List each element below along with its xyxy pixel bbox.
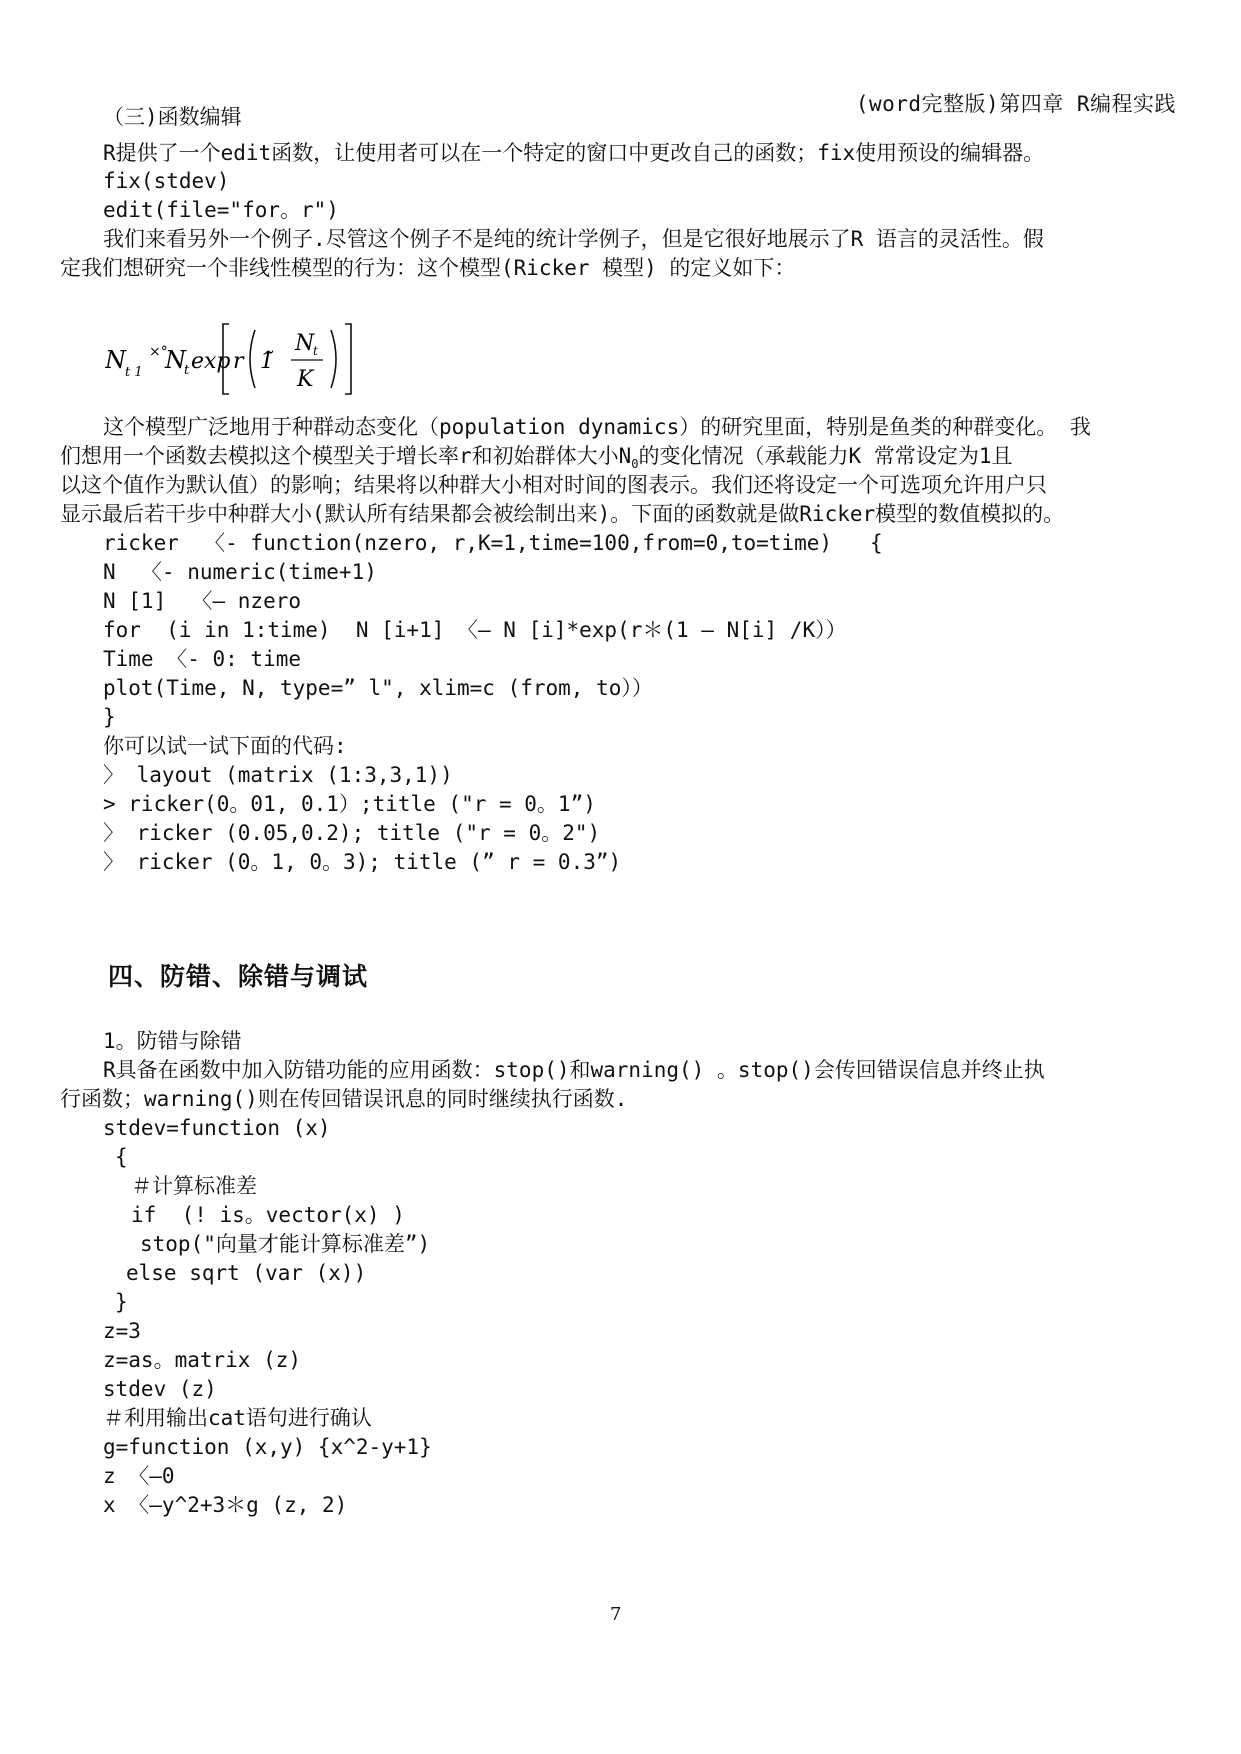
code-line: z=as。matrix (z) xyxy=(103,1348,302,1372)
paragraph-line: 行函数；warning()则在传回错误讯息的同时继续执行函数. xyxy=(60,1087,628,1111)
code-comment: ＃利用输出cat语句进行确认 xyxy=(103,1406,372,1430)
formula-n: N xyxy=(105,346,126,374)
code-line: { xyxy=(115,1145,128,1169)
code-line: } xyxy=(115,1290,128,1314)
formula-subscript: t 1 xyxy=(125,365,143,380)
code-line: plot(Time, N, type=” l", xlim=c (from, to）） xyxy=(103,676,653,700)
paragraph-line: 我们来看另外一个例子.尽管这个例子不是纯的统计学例子，但是它很好地展示了R 语言的灵活性。假 xyxy=(103,227,1044,251)
formula-nt-sub: t xyxy=(184,363,190,378)
code-line: ricker 〈- function(nzero, r,K=1,time=100,from=0,to=time) { xyxy=(103,531,883,555)
code-line: for (i in 1:time) N [i+1] 〈— N [i]*exp(r＊(1 — N[i] /K）） xyxy=(103,618,847,642)
code-line: 〉 layout (matrix (1:3,3,1)) xyxy=(103,763,453,787)
paragraph-line: R提供了一个edit函数，让使用者可以在一个特定的窗口中更改自己的函数；fix使用预设的编辑器。 xyxy=(103,141,1045,165)
formula-nt: N xyxy=(165,346,186,374)
formula-frac-num: N xyxy=(295,331,315,356)
code-line: Time 〈- 0: time xyxy=(103,647,302,671)
paragraph-line: 这个模型广泛地用于种群动态变化（population dynamics）的研究里面，特别是鱼类的种群变化。 我 xyxy=(103,415,1091,439)
code-line: 〉 ricker (0.05,0.2); title ("r = 0。2") xyxy=(103,821,601,845)
code-line: stop("向量才能计算标准差”) xyxy=(140,1232,431,1256)
subscript-zero: 0 xyxy=(631,457,639,472)
paragraph-line: 你可以试一试下面的代码: xyxy=(103,734,347,758)
formula-graphic xyxy=(105,322,365,396)
paragraph-line: 定我们想研究一个非线性模型的行为：这个模型(Ricker 模型) 的定义如下： xyxy=(60,256,796,280)
section-heading: 四、防错、除错与调试 xyxy=(108,962,369,991)
code-line: > ricker(0。01, 0.1）;title ("r = 0。1”) xyxy=(103,792,596,816)
paragraph-text: 的变化情况（承载能力K 常常设定为1且 xyxy=(638,444,1013,468)
formula-frac-num-sub: t xyxy=(313,344,318,358)
ricker-formula xyxy=(105,322,365,396)
code-line: else sqrt (var (x)) xyxy=(126,1261,367,1285)
code-line: N [1] 〈— nzero xyxy=(103,589,302,613)
paragraph-line: 以这个值作为默认值）的影响；结果将以种群大小相对时间的图表示。我们还将设定一个可选项允许用户只 xyxy=(60,473,1047,497)
code-line: stdev=function (x) xyxy=(103,1116,331,1140)
paragraph-line: R具备在函数中加入防错功能的应用函数：stop()和warning() 。stop()会传回错误信息并终止执 xyxy=(103,1058,1045,1082)
code-line: z=3 xyxy=(103,1319,141,1343)
code-line: if (! is。vector(x) ) xyxy=(131,1203,405,1227)
formula-r: r xyxy=(233,349,244,374)
code-line: ＃计算标准差 xyxy=(131,1174,257,1198)
formula-exp: exp xyxy=(191,349,231,374)
code-line: fix(stdev) xyxy=(103,169,230,193)
formula-one: 1̃ xyxy=(260,349,274,374)
formula-operator: ×° xyxy=(149,344,168,360)
code-line: z 〈—0 xyxy=(103,1464,175,1488)
code-line: 〉 ricker (0。1, 0。3); title (” r = 0.3”) xyxy=(103,850,622,874)
formula-frac-den: K xyxy=(297,367,314,392)
code-line: } xyxy=(103,705,116,729)
code-line: stdev (z) xyxy=(103,1377,217,1401)
code-line: x 〈—y^2+3＊g (z, 2) xyxy=(103,1493,348,1517)
code-line: N 〈- numeric(time+1) xyxy=(103,560,377,584)
page-header: (word完整版)第四章 R编程实践 xyxy=(855,92,1176,116)
paragraph-text: 们想用一个函数去模拟这个模型关于增长率r和初始群体大小N xyxy=(60,444,632,468)
code-line: edit(file="for。r") xyxy=(103,198,339,222)
page-number: 7 xyxy=(610,1604,622,1625)
paragraph-line: 显示最后若干步中种群大小(默认所有结果都会被绘制出来)。下面的函数就是做Ricker模型的数值模拟的。 xyxy=(60,502,1065,526)
subsection-title: （三)函数编辑 xyxy=(103,105,242,129)
subsection-title: 1。防错与除错 xyxy=(103,1029,242,1053)
code-line: g=function (x,y) {x^2-y+1} xyxy=(103,1435,432,1459)
